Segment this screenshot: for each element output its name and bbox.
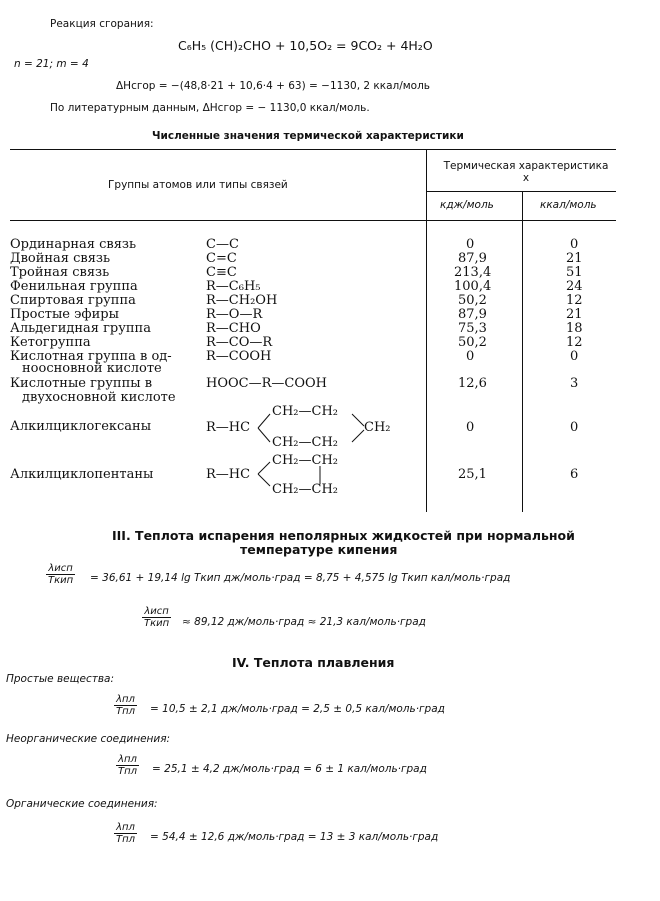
row-kj-8: 0	[466, 349, 475, 364]
row-formula-3: R—C₆H₅	[206, 279, 261, 294]
unit-kcal-header: ккал/моль	[540, 199, 597, 211]
reaction-equation: C₆H₅ (CH)₂CHO + 10,5O₂ = 9CO₂ + 4H₂O	[178, 38, 433, 53]
inorganic-fraction	[116, 754, 139, 777]
hex-top: CH₂—CH₂	[272, 404, 338, 419]
row-kj-5: 87,9	[458, 307, 487, 322]
row-kcal-2: 51	[566, 265, 583, 280]
row-formula-9: HOOC—R—COOH	[206, 376, 327, 391]
unit-kj-header: кдж/моль	[440, 199, 494, 211]
cyclohexane-ring-bonds	[250, 404, 370, 452]
formula1-rhs: = 36,61 + 19,14 lg Tкип дж/моль·град = 8,75 + 4,575 lg Tкип кал/моль·град	[90, 572, 511, 584]
cyclopentane-ring-bonds	[250, 452, 350, 498]
simple-den: Tпл	[116, 706, 136, 717]
row-formula-1: C=C	[206, 251, 237, 266]
row-name-0: Ординарная связь	[10, 237, 137, 252]
row-formula-7: R—CO—R	[206, 335, 273, 350]
organic-label: Органические соединения:	[6, 798, 158, 810]
row-kcal-5: 21	[566, 307, 583, 322]
table-title: Численные значения термической характеристики	[152, 130, 464, 142]
table-top-rule	[10, 149, 616, 150]
row-name-7: Кетогруппа	[10, 335, 91, 350]
row-kcal-9: 3	[570, 376, 579, 391]
row-kcal-11: 6	[570, 467, 579, 482]
row-kj-0: 0	[466, 237, 475, 252]
reaction-dh-lit: По литературным данным, ΔHсгор = − 1130,0 ккал/моль.	[50, 102, 370, 114]
row-kcal-0: 0	[570, 237, 579, 252]
formula2-rhs: ≈ 89,12 дж/моль·град ≈ 21,3 кал/моль·град	[182, 616, 426, 628]
organic-den: Tпл	[116, 834, 136, 845]
row-name-9: Кислотные группы в	[10, 376, 153, 391]
row-formula-5: R—O—R	[206, 307, 263, 322]
row-formula-6: R—CHO	[206, 321, 261, 336]
hex-right: CH₂	[364, 420, 391, 435]
pent-bot: CH₂—CH₂	[272, 482, 338, 497]
row-kj-11: 25,1	[458, 467, 487, 482]
row-kj-4: 50,2	[458, 293, 487, 308]
row-formula-4: R—CH₂OH	[206, 293, 278, 308]
row-kcal-3: 24	[566, 279, 583, 294]
formula1-num: λисп	[46, 563, 75, 575]
col-group-header: Группы атомов или типы связей	[108, 179, 288, 191]
reaction-nm: n = 21; m = 4	[14, 58, 89, 70]
row-name2-9: двухосновной кислоте	[22, 390, 176, 405]
organic-num: λпл	[114, 822, 137, 834]
formula2-fraction	[142, 606, 171, 629]
row-name2-8: ноосновной кислоте	[22, 361, 162, 376]
row-formula-2: C≡C	[206, 265, 237, 280]
row-name-8: Кислотная группа в од-	[10, 349, 172, 364]
simple-num: λпл	[114, 694, 137, 706]
inorganic-rhs: = 25,1 ± 4,2 дж/моль·град = 6 ± 1 кал/моль·град	[152, 763, 427, 775]
formula2-den: Tкип	[144, 618, 170, 629]
row-formula-0: C—C	[206, 237, 239, 252]
row-kcal-10: 0	[570, 420, 579, 435]
row-kcal-7: 12	[566, 335, 583, 350]
organic-fraction	[114, 822, 137, 845]
row-kj-1: 87,9	[458, 251, 487, 266]
formula2-num: λисп	[142, 606, 171, 618]
row-name-4: Спиртовая группа	[10, 293, 136, 308]
reaction-label: Реакция сгорания:	[50, 18, 154, 30]
section4-title: IV. Теплота плавления	[232, 655, 395, 670]
row-kj-10: 0	[466, 420, 475, 435]
row-kj-9: 12,6	[458, 376, 487, 391]
row-kj-7: 50,2	[458, 335, 487, 350]
section3-title-line2: температуре кипения	[240, 542, 398, 557]
pent-top: CH₂—CH₂	[272, 453, 338, 468]
row-name-2: Тройная связь	[10, 265, 110, 280]
simple-fraction	[114, 694, 137, 717]
inorganic-den: Tпл	[118, 766, 138, 777]
row-kcal-4: 12	[566, 293, 583, 308]
simple-label: Простые вещества:	[6, 673, 115, 685]
col-thermal-header: Термическая характеристика x	[443, 160, 609, 184]
row-name-1: Двойная связь	[10, 251, 111, 266]
row-kcal-1: 21	[566, 251, 583, 266]
hex-r: R—HC	[206, 420, 251, 435]
inorganic-num: λпл	[116, 754, 139, 766]
row-name-11: Алкилциклопентаны	[10, 467, 154, 482]
row-name-6: Альдегидная группа	[10, 321, 151, 336]
pent-r: R—HC	[206, 467, 251, 482]
row-kj-6: 75,3	[458, 321, 487, 336]
row-formula-8: R—COOH	[206, 349, 272, 364]
row-kcal-6: 18	[566, 321, 583, 336]
organic-rhs: = 54,4 ± 12,6 дж/моль·град = 13 ± 3 кал/моль·град	[150, 831, 439, 843]
hex-bot: CH₂—CH₂	[272, 435, 338, 450]
row-name-3: Фенильная группа	[10, 279, 138, 294]
table-head-rule	[10, 220, 616, 221]
row-kj-3: 100,4	[454, 279, 492, 294]
simple-rhs: = 10,5 ± 2,1 дж/моль·град = 2,5 ± 0,5 кал/моль·град	[150, 703, 445, 715]
inorganic-label: Неорганические соединения:	[6, 733, 171, 745]
table-vline-2	[522, 191, 523, 512]
row-kj-2: 213,4	[454, 265, 492, 280]
formula1-den: Tкип	[48, 575, 74, 586]
row-name-5: Простые эфиры	[10, 307, 119, 322]
section3-title-line1: III. Теплота испарения неполярных жидкостей при нормальной	[112, 528, 575, 543]
reaction-dh-calc: ΔHсгор = −(48,8·21 + 10,6·4 + 63) = −1130, 2 ккал/моль	[116, 80, 431, 92]
table-mid-rule	[426, 191, 616, 192]
row-name-10: Алкилциклогексаны	[10, 419, 152, 434]
row-kcal-8: 0	[570, 349, 579, 364]
formula1-fraction	[46, 563, 75, 586]
table-vline-1	[426, 149, 427, 512]
